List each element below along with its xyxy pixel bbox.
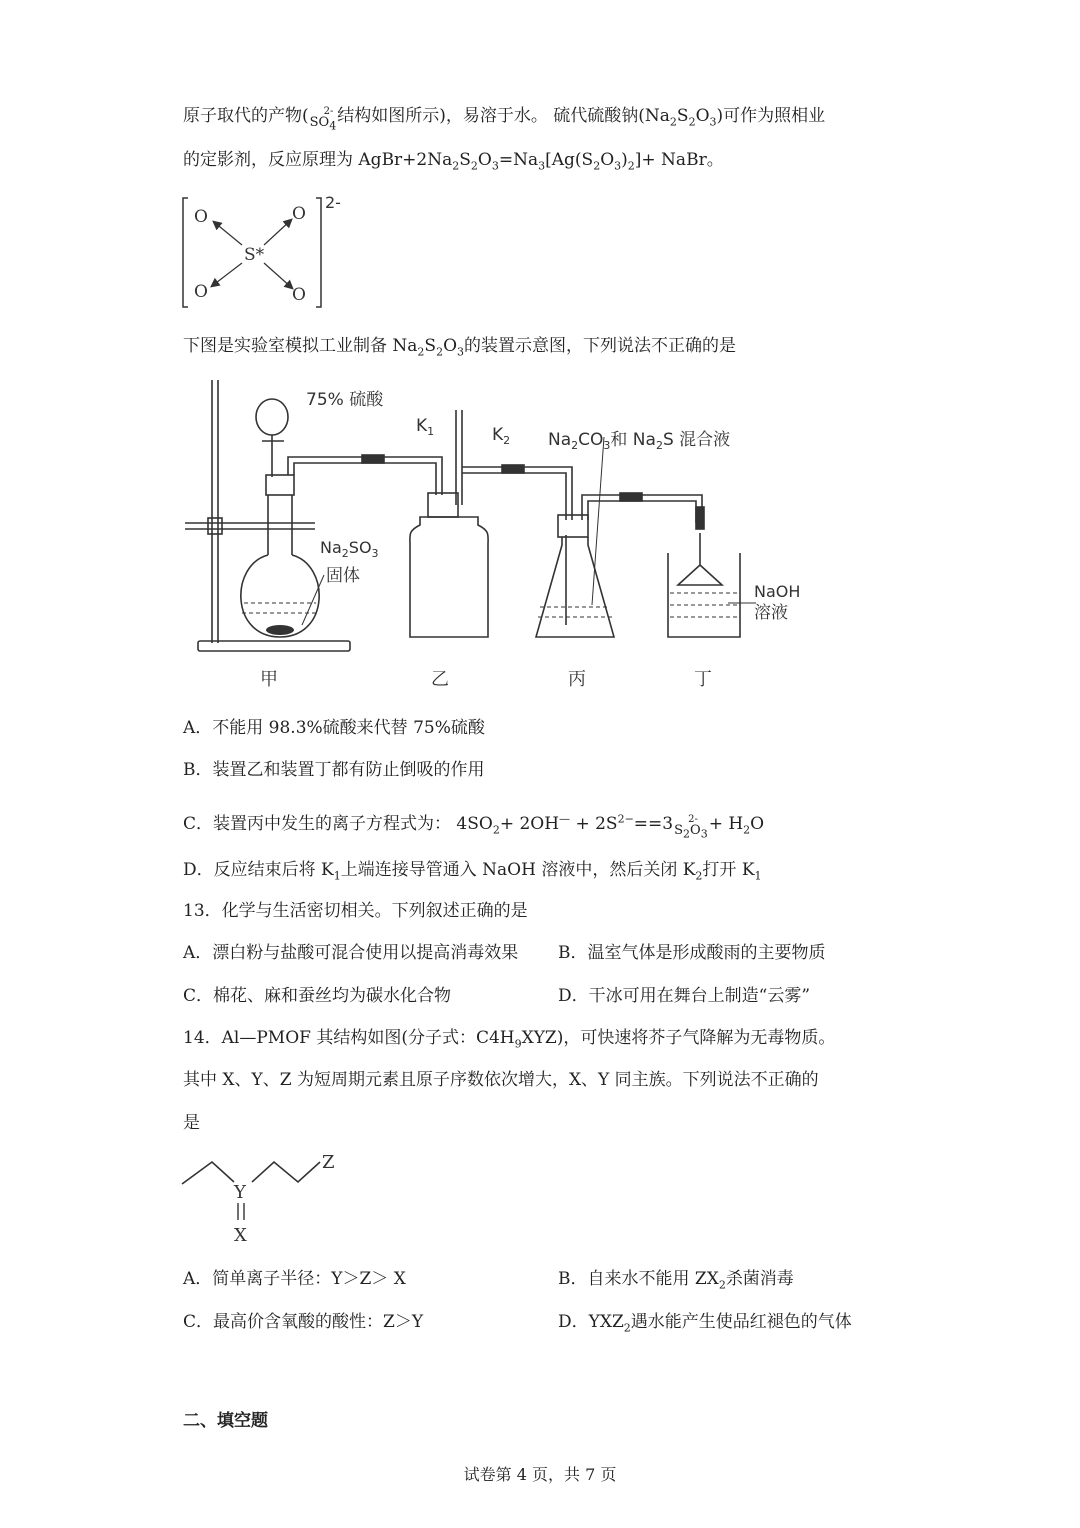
q12-option-b: B．装置乙和装置丁都有防止倒吸的作用: [183, 760, 485, 780]
page-footer: 试卷第 4 页，共 7 页: [463, 1465, 617, 1484]
q13-option-c: C．棉花、麻和蚕丝均为碳水化合物: [183, 986, 452, 1006]
label-mix: $Na_2CO_3$和 $Na_2S$ 混合液: [548, 430, 731, 452]
label-acid: 75% 硫酸: [306, 390, 384, 410]
atom-z: Z: [322, 1152, 335, 1173]
q14-stem-2: 其中 X、Y、Z 为短周期元素且原子序数依次增大，X、Y 同主族。下列说法不正确的: [183, 1070, 819, 1090]
q14-option-a: A．简单离子半径：Y＞Z＞ X: [183, 1269, 406, 1289]
intro-line-1: 原子取代的产物( 2- $SO_4$结构如图所示)，易溶于水。 硫代硫酸钠$(Na_2S_2O_3)$可作为照相业: [183, 105, 826, 133]
label-solid-2: 固体: [326, 566, 360, 586]
label-k1: $K_1$: [416, 416, 435, 438]
label-ding: 丁: [694, 669, 712, 690]
so4-structure-figure: [178, 190, 358, 315]
q14-option-b: B．自来水不能用 $ZX_2$杀菌消毒: [558, 1269, 794, 1292]
q13-option-d: D．干冰可用在舞台上制造“云雾”: [558, 986, 811, 1006]
s-center: S*: [244, 245, 265, 265]
molecule-figure: [178, 1148, 358, 1248]
o-bottom-right: O: [292, 285, 306, 305]
label-naoh-2: 溶液: [754, 603, 788, 623]
q13-stem: 13．化学与生活密切相关。下列叙述正确的是: [183, 901, 528, 921]
label-solid: $Na_2SO_3$: [320, 538, 379, 560]
o-top-right: O: [292, 204, 306, 224]
q14-option-c: C．最高价含氧酸的酸性：Z＞Y: [183, 1312, 424, 1332]
atom-y: Y: [234, 1182, 246, 1203]
q12-option-a: A．不能用 98.3%硫酸来代替 75%硫酸: [183, 718, 485, 738]
label-naoh: NaOH: [754, 582, 801, 601]
section-2-heading: 二、填空题: [183, 1411, 268, 1431]
q14-option-d: D．$YXZ_2$遇水能产生使品红褪色的气体: [558, 1312, 852, 1335]
apparatus-figure: [180, 375, 820, 695]
intro-line-2: 的定影剂，反应原理为 $AgBr+2Na_2S_2O_3=Na_3[Ag(S_2O_3)_2]+$ NaBr。: [183, 150, 724, 173]
q12-option-c: C．装置丙中发生的离子方程式为： $4SO_2+ 2OH^— + 2S^{2-}==3$ 2- $S_2O_3+ H_2O$: [183, 812, 765, 841]
label-bing: 丙: [568, 669, 586, 690]
structure-charge: 2-: [325, 193, 341, 212]
label-yi: 乙: [431, 669, 449, 690]
label-k2: $K_2$: [492, 425, 511, 447]
atom-x: X: [234, 1225, 247, 1246]
o-top-left: O: [194, 207, 208, 227]
so4-formula: 2- $SO_4$: [309, 105, 337, 133]
q14-stem-1: 14．Al—PMOF 其结构如图(分子式：$C4H_9XYZ$)，可快速将芥子气降解为无毒物质。: [183, 1028, 836, 1051]
o-bottom-left: O: [194, 282, 208, 302]
q12-stem: 下图是实验室模拟工业制备 $Na_2S_2O_3$的装置示意图，下列说法不正确的是: [183, 336, 737, 359]
q13-option-a: A．漂白粉与盐酸可混合使用以提高消毒效果: [183, 943, 519, 963]
q13-option-b: B．温室气体是形成酸雨的主要物质: [558, 943, 826, 963]
q14-stem-3: 是: [183, 1113, 200, 1133]
q12-option-d: D．反应结束后将 $K_1$上端连接导管通入 NaOH 溶液中，然后关闭 $K_2$打开 $K_1$: [183, 860, 762, 883]
label-jia: 甲: [260, 669, 278, 690]
